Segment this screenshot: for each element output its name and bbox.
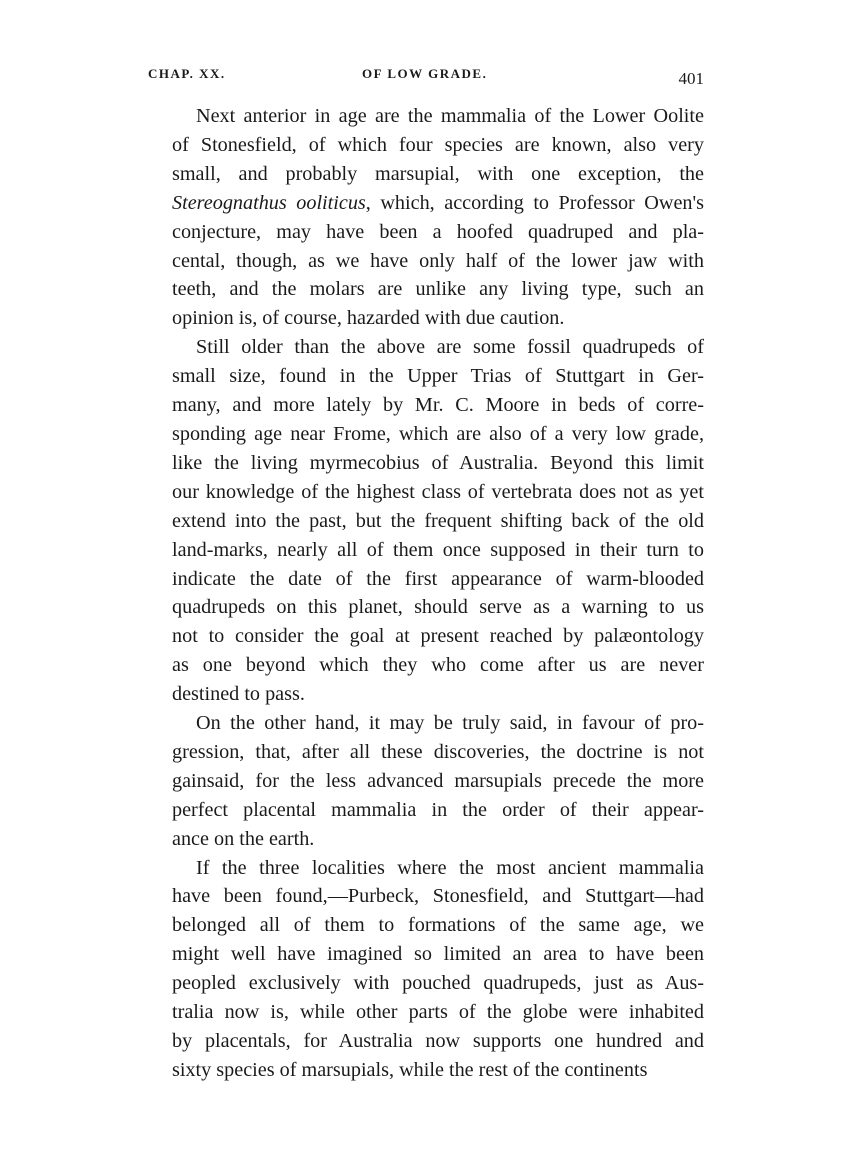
text-line: might well have imagined so limited an area to have been xyxy=(172,943,704,966)
text-line: If the three localities where the most ancient mammalia xyxy=(196,856,704,879)
text-line: have been found,—Purbeck, Stonesfield, and Stuttgart—had xyxy=(172,885,704,908)
text-line: Stereognathus ooliticus, which, according to Professor Owen's xyxy=(172,191,704,214)
text-line: peopled exclusively with pouched quadrupeds, just as Aus- xyxy=(172,972,704,995)
species-name: Stereognathus ooliticus xyxy=(172,191,366,214)
text-line: quadrupeds on this planet, should serve as a warning to us xyxy=(172,596,704,619)
text-line: tralia now is, while other parts of the globe were inhabited xyxy=(172,1001,704,1024)
body-text xyxy=(148,102,704,1085)
text-line: indicate the date of the first appearance of warm-blooded xyxy=(172,567,704,590)
text-line: of Stonesfield, of which four species are known, also very xyxy=(172,133,704,156)
text-line: On the other hand, it may be truly said, in favour of pro- xyxy=(196,712,704,735)
text-line: perfect placental mammalia in the order of their appear- xyxy=(172,798,704,821)
paragraph xyxy=(148,854,704,1085)
text-line: Still older than the above are some fossil quadrupeds of xyxy=(196,336,704,359)
text-line: teeth, and the molars are unlike any living type, such an xyxy=(172,278,704,301)
text-line: ance on the earth. xyxy=(172,827,315,850)
text-line: belonged all of them to formations of the same age, we xyxy=(172,914,704,937)
text-line: our knowledge of the highest class of vertebrata does not as yet xyxy=(172,480,704,503)
page-number: 401 xyxy=(678,69,704,88)
text-line: destined to pass. xyxy=(172,683,305,706)
running-head xyxy=(148,62,708,88)
chapter-label: CHAP. XX. xyxy=(148,66,226,81)
text-line: sixty species of marsupials, while the rest of the continents xyxy=(172,1058,648,1081)
text-line: Next anterior in age are the mammalia of the Lower Oolite xyxy=(196,105,704,127)
text-line: gression, that, after all these discoveries, the doctrine is not xyxy=(172,740,704,763)
text-line: small, and probably marsupial, with one exception, the xyxy=(172,162,704,185)
text-line: like the living myrmecobius of Australia. Beyond this limit xyxy=(172,451,704,474)
text-line: conjecture, may have been a hoofed quadruped and pla- xyxy=(172,220,704,243)
paragraph xyxy=(148,102,704,333)
text-line: land-marks, nearly all of them once supposed in their turn to xyxy=(172,538,704,561)
page-header-title: OF LOW GRADE. xyxy=(362,66,488,81)
paragraph xyxy=(148,333,704,709)
text-line: as one beyond which they who come after us are never xyxy=(172,654,704,677)
text-line: sponding age near Frome, which are also of a very low grade, xyxy=(172,422,704,445)
paragraph xyxy=(148,709,704,854)
text-line: by placentals, for Australia now supports one hundred and xyxy=(172,1030,704,1052)
text-line: many, and more lately by Mr. C. Moore in beds of corre- xyxy=(172,394,704,417)
text-line: extend into the past, but the frequent shifting back of the old xyxy=(172,509,704,532)
text-line: cental, though, as we have only half of the lower jaw with xyxy=(172,249,704,272)
text-line: gainsaid, for the less advanced marsupials precede the more xyxy=(172,769,704,792)
text-line: small size, found in the Upper Trias of Stuttgart in Ger- xyxy=(172,365,704,388)
text-line: opinion is, of course, hazarded with due caution. xyxy=(172,307,565,330)
text-line: not to consider the goal at present reached by palæontology xyxy=(172,625,704,648)
